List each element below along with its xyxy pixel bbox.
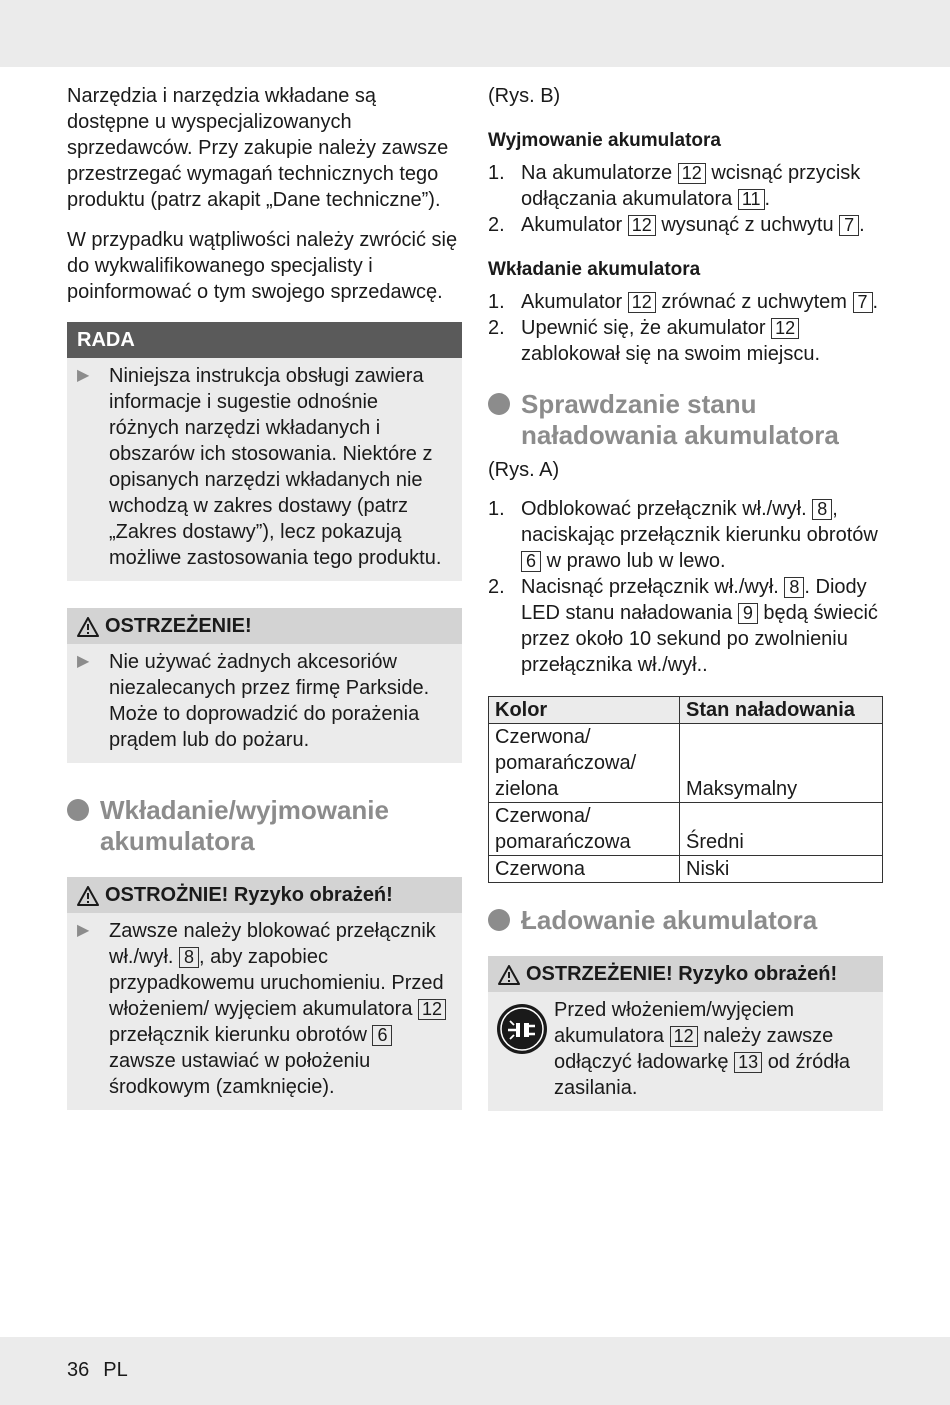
table-row	[489, 724, 883, 803]
table-cell: Czerwona/ pomarańczowa/ zielona	[489, 724, 680, 803]
ref-number: 7	[839, 215, 859, 236]
list-item: 1. Akumulator 12 zrównać z uchwytem 7 .	[488, 291, 879, 313]
page-footer	[67, 1359, 128, 1382]
list-item: 2. Nacisnąć przełącznik wł./wył. 8 . Diody LED stanu naładowania 9 będą świecić przez około 10 sekund po zwolnieniu przełącznika wł./wył..	[488, 576, 878, 676]
insert-steps	[488, 289, 883, 367]
tip-text: Niniejsza instrukcja obsługi zawiera informacje i sugestie odnośnie różnych narzędzi wkładanych i obszarów ich stosowania. Niektóre z opisanych narzędzi wkładanych nie wchodzą w zakres dostawy (patrz „Zakres dostawy”), lecz pokazują możliwe zastosowania tego produktu.	[109, 365, 442, 569]
section-heading-insert-remove: Wkładanie/wyjmowanie akumulatora	[67, 795, 462, 857]
table-cell: Czerwona/ pomarańczowa	[489, 803, 680, 856]
bottom-band	[0, 1337, 950, 1405]
ref-number: 12	[678, 163, 706, 184]
list-item: 2. Akumulator 12 wysunąć z uchwytu 7 .	[488, 214, 865, 236]
section-dot-icon	[67, 799, 89, 821]
ref-number: 6	[372, 1025, 392, 1046]
insert-heading: Wkładanie akumulatora	[488, 259, 701, 280]
caution-title: OSTROŻNIE! Ryzyko obrażeń!	[105, 884, 393, 906]
unplug-icon	[496, 997, 554, 1101]
ref-number: 12	[628, 215, 656, 236]
warning-triangle-icon	[77, 886, 99, 906]
ref-number: 12	[628, 292, 656, 313]
warning-box	[67, 608, 462, 763]
paragraph-doubts: W przypadku wątpliwości należy zwrócić się do wykwalifikowanego specjalisty i poinformować o tym swojego sprzedawcę.	[67, 229, 458, 303]
charge-warning-title: OSTRZEŻENIE! Ryzyko obrażeń!	[526, 963, 838, 985]
table-cell: Średni	[680, 803, 883, 856]
page-number: 36	[67, 1359, 90, 1381]
ref-number: 6	[521, 551, 541, 572]
section-dot-icon	[488, 393, 510, 415]
ref-number: 7	[853, 292, 873, 313]
warning-text: Nie używać żadnych akcesoriów niezalecanych przez firmę Parkside. Może to doprowadzić do porażenia prądem lub do pożaru.	[109, 651, 430, 751]
table-header: Kolor	[489, 697, 680, 724]
ref-number: 12	[670, 1026, 698, 1047]
table-cell: Maksymalny	[680, 724, 883, 803]
table-row	[489, 803, 883, 856]
ref-number: 8	[812, 499, 832, 520]
ref-number: 8	[179, 947, 199, 968]
right-column	[488, 83, 883, 1111]
caution-box	[67, 877, 462, 1110]
caution-text: Zawsze należy blokować przełącznik wł./wył. 8 , aby zapobiec przypadkowemu uruchomieniu. Przed włożeniem/ wyjęciem akumulatora 12 przełącznik kierunku obrotów 6 zawsze ustawiać w położeniu środkowym (zamknięcie).	[109, 918, 448, 1100]
bullet-triangle-icon: ▶	[77, 922, 90, 939]
left-column	[67, 83, 462, 1110]
ref-number: 12	[418, 999, 446, 1020]
charge-warning-box	[488, 956, 883, 1111]
table-cell: Niski	[680, 856, 883, 883]
list-item: 1. Odblokować przełącznik wł./wył. 8 , naciskając przełącznik kierunku obrotów 6 w prawo lub w lewo.	[488, 498, 878, 572]
list-item: 2. Upewnić się, że akumulator 12 zablokował się na swoim miejscu.	[488, 317, 821, 365]
top-band	[0, 0, 950, 67]
bullet-triangle-icon: ▶	[77, 367, 90, 384]
remove-heading: Wyjmowanie akumulatora	[488, 130, 721, 151]
warning-title: OSTRZEŻENIE!	[105, 615, 252, 637]
ref-number: 8	[784, 577, 804, 598]
charge-status-table	[488, 696, 883, 883]
charge-warning-text: Przed włożeniem/wyjęciem akumulatora 12 należy zawsze odłączyć ładowarkę 13 od źródła zasilania.	[554, 999, 850, 1099]
section-heading-check-charge: Sprawdzanie stanu naładowania akumulatora	[488, 389, 883, 451]
warning-triangle-icon	[77, 617, 99, 637]
warning-triangle-icon	[498, 965, 520, 985]
remove-steps	[488, 160, 883, 238]
bullet-triangle-icon: ▶	[77, 653, 90, 670]
paragraph-tools: Narzędzia i narzędzia wkładane są dostępne u wyspecjalizowanych sprzedawców. Przy zakupie należy zawsze przestrzegać wymagań technicznych tego produktu (patrz akapit „Dane techniczne”).	[67, 85, 449, 211]
ref-number: 9	[738, 603, 758, 624]
ref-number: 13	[734, 1052, 762, 1073]
table-header: Stan naładowania	[680, 697, 883, 724]
ref-number: 12	[771, 318, 799, 339]
tip-box	[67, 322, 462, 581]
section-dot-icon	[488, 909, 510, 931]
table-cell: Czerwona	[489, 856, 680, 883]
list-item: 1. Na akumulatorze 12 wcisnąć przycisk odłączania akumulatora 11 .	[488, 162, 861, 210]
section-heading-charging: Ładowanie akumulatora	[488, 905, 883, 936]
figure-ref-b: (Rys. B)	[488, 85, 561, 107]
ref-number: 11	[738, 189, 765, 210]
language-code: PL	[103, 1359, 128, 1381]
figure-ref-a: (Rys. A)	[488, 459, 560, 481]
table-row	[489, 856, 883, 883]
check-steps	[488, 496, 883, 678]
table-header-row	[489, 697, 883, 724]
tip-title: RADA	[67, 322, 462, 358]
